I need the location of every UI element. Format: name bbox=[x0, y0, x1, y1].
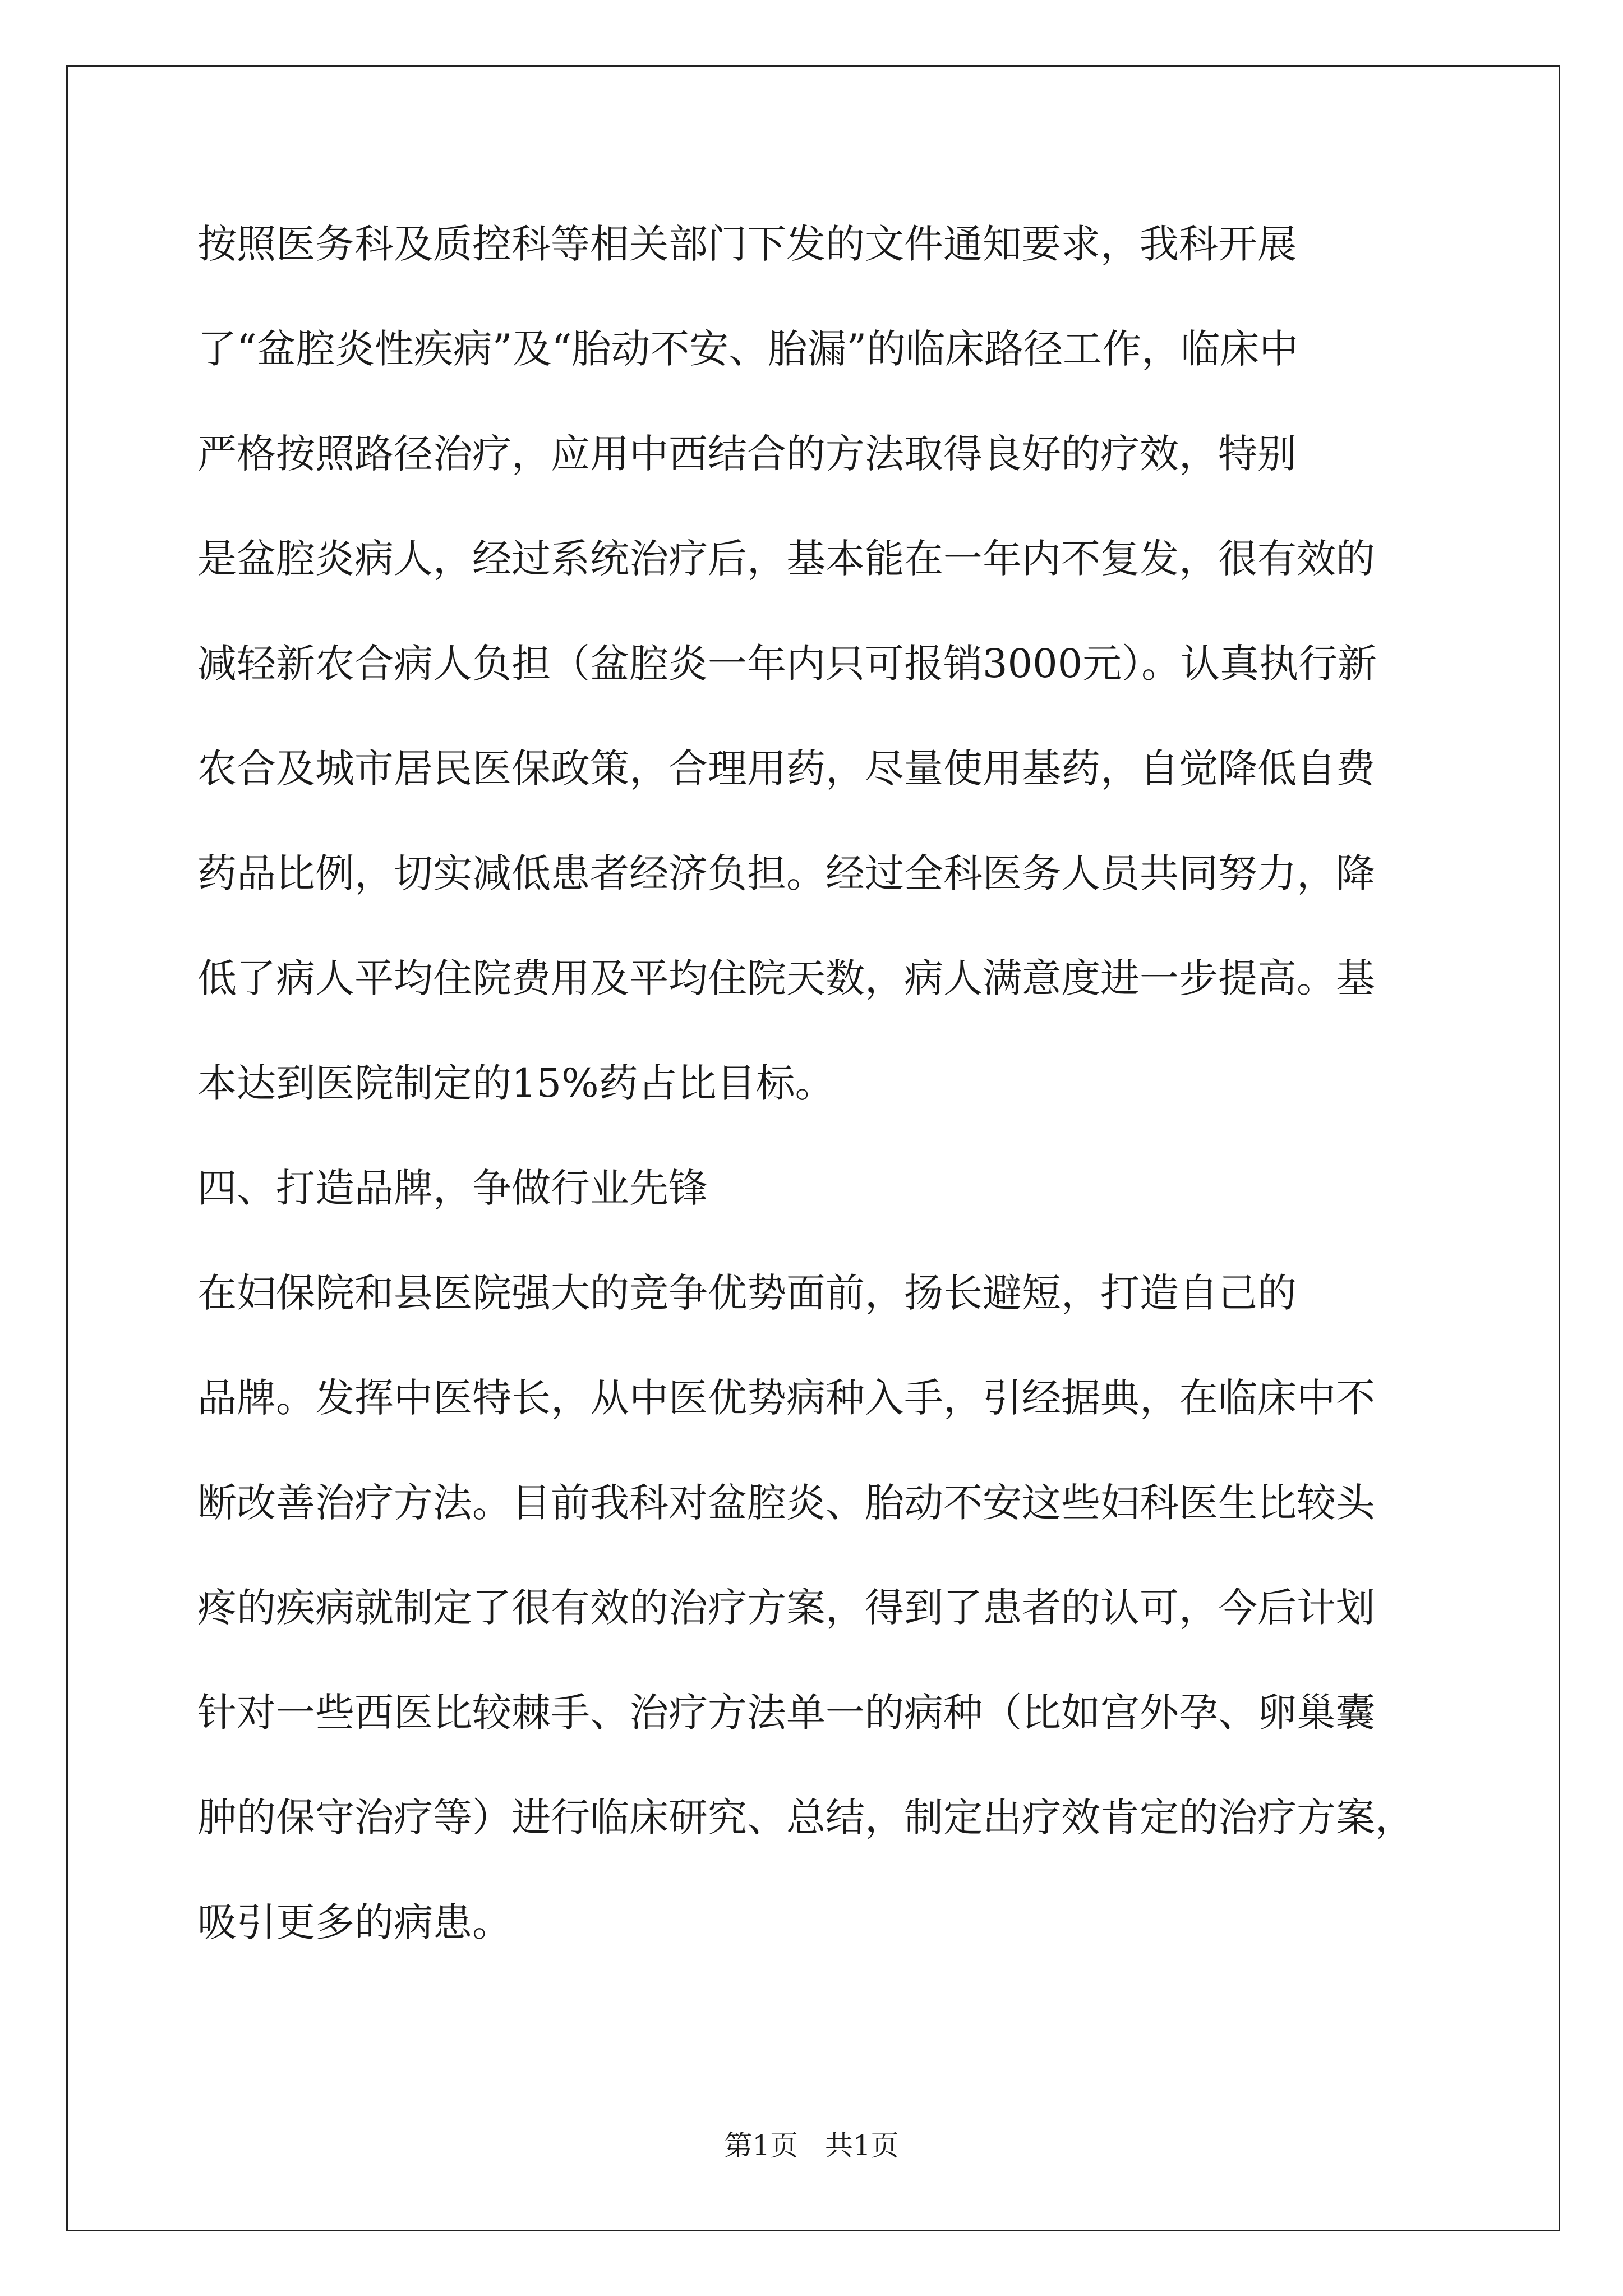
text-line: 针对一些西医比较棘手、治疗方法单一的病种（比如宫外孕、卵巢囊 bbox=[197, 1690, 1375, 1736]
text-line: 低了病人平均住院费用及平均住院天数，病人满意度进一步提高。基 bbox=[197, 955, 1375, 1001]
text-line: 减轻新农合病人负担（盆腔炎一年内只可报销3000元）。认真执行新 bbox=[197, 641, 1377, 687]
document-body bbox=[197, 221, 1431, 2008]
text-line: 了“盆腔炎性疾病”及“胎动不安、胎漏”的临床路径工作，临床中 bbox=[197, 326, 1299, 372]
text-line: 在妇保院和县医院强大的竞争优势面前，扬长避短，打造自己的 bbox=[197, 1270, 1297, 1316]
text-line: 严格按照路径治疗，应用中西结合的方法取得良好的疗效，特别 bbox=[197, 431, 1297, 477]
text-line: 农合及城市居民医保政策，合理用药，尽量使用基药，自觉降低自费 bbox=[197, 746, 1375, 792]
text-line: 药品比例，切实减低患者经济负担。经过全科医务人员共同努力，降 bbox=[197, 850, 1375, 896]
text-line: 是盆腔炎病人，经过系统治疗后，基本能在一年内不复发，很有效的 bbox=[197, 536, 1375, 582]
text-line: 按照医务科及质控科等相关部门下发的文件通知要求，我科开展 bbox=[197, 221, 1297, 267]
text-line: 疼的疾病就制定了很有效的治疗方案，得到了患者的认可，今后计划 bbox=[197, 1585, 1375, 1631]
page-number-footer: 第1页 共1页 bbox=[724, 2129, 899, 2162]
text-line: 断改善治疗方法。目前我科对盆腔炎、胎动不安这些妇科医生比较头 bbox=[197, 1480, 1375, 1526]
text-line: 肿的保守治疗等）进行临床研究、总结，制定出疗效肯定的治疗方案， bbox=[197, 1795, 1414, 1841]
section-heading: 四、打造品牌，争做行业先锋 bbox=[197, 1165, 708, 1211]
text-line: 品牌。发挥中医特长，从中医优势病种入手，引经据典，在临床中不 bbox=[197, 1375, 1375, 1421]
text-line: 本达到医院制定的15%药占比目标。 bbox=[197, 1060, 834, 1106]
text-line: 吸引更多的病患。 bbox=[197, 1899, 511, 1945]
